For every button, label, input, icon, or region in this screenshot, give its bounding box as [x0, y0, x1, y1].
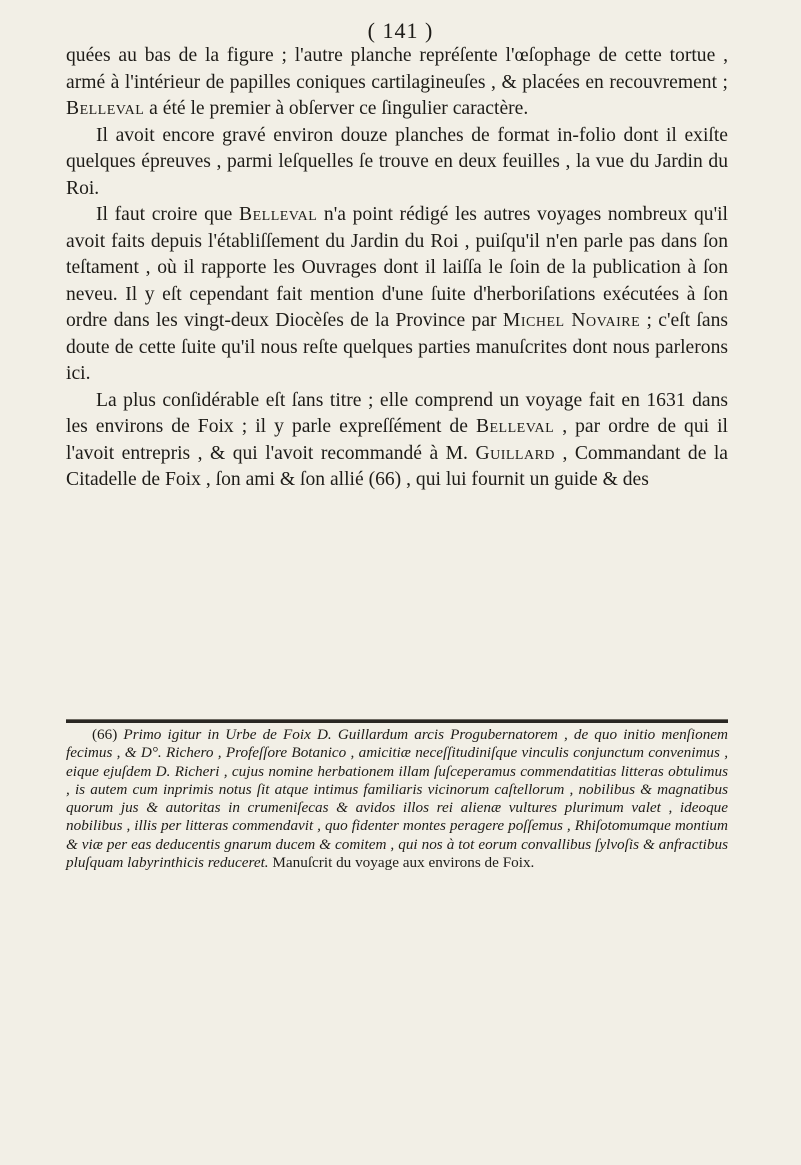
text-run: La plus conſidérable eſt ſans titre ; elle comprend un voyage fait en 1631 dans les environs de Foix ; il y parle expreſſément de — [66, 389, 728, 437]
footnote-marker: (66) — [92, 726, 118, 743]
person-name: Belleval — [475, 416, 555, 437]
text-run: quées au bas de la figure ; l'autre planche repréſente l'œſophage de cette tortue , armé à l'intérieur de papilles coniques cartilagineuſes , & placées en recouvrement ; — [66, 45, 728, 93]
person-name: Belleval — [66, 98, 145, 119]
text-run: Il faut croire que — [96, 204, 240, 225]
person-name: Belleval — [239, 204, 318, 225]
paragraph — [66, 43, 728, 123]
person-name: Michel Novaire — [502, 310, 641, 331]
footnote-french-note: Manuſcrit du voyage aux environs de Foix. — [268, 854, 535, 872]
text-run: n'a point rédigé les autres voyages nombreux qu'il avoit faits depuis l'établiſſement du Jardin du Roi , puiſqu'il n'en parle pas dans ſon teſtament , où il rapporte les Ouvrages dont il laiſſa le ſoin de la publication à ſon neveu. Il y eſt cependant fait mention d'une ſuite d'herboriſations exécutées à ſon ordre dans les vingt-deux Diocèſes de la Province par — [66, 204, 728, 331]
paragraph — [66, 388, 728, 494]
paragraph — [66, 202, 728, 388]
paragraph — [66, 123, 728, 203]
text-run: ; c'eſt ſans doute de cette ſuite qu'il nous reſte quelques parties manuſcrites dont nous parlerons ici. — [66, 310, 728, 384]
page-number: ( 141 ) — [367, 18, 434, 43]
text-run: a été le premier à obſerver ce ſingulier caractère. — [144, 98, 529, 119]
footnote-separator-rule — [66, 719, 728, 723]
text-run: , Commandant de la Citadelle de Foix , ſon ami & ſon allié (66) , qui lui fournit un guide & des — [66, 442, 729, 490]
footnote — [66, 726, 728, 872]
text-run: Il avoit encore gravé environ douze planches de format in-folio dont il exiſte quelques épreuves , parmi leſquelles ſe trouve en deux feuilles , la vue du Jardin du Roi. — [66, 124, 728, 199]
main-text — [66, 43, 728, 494]
footnote-latin-text: Primo igitur in Urbe de Foix D. Guillardum arcis Progubernatorem , de quo initio menſionem fecimus , & D°. Richero , Profeſſore Botanico , amicitiæ neceſſitudiniſque vinculis conjunctum convenimus , eique ejuſdem D. Richeri , cujus nomine herbationem illam ſuſceperamus commendatitias litteras obtulimus , is autem cum inprimis notus ſit atque intimus familiaris vicinorum caſtellorum , nobilibus & magnatibus quorum jus & autoritas in crumeniſecas & avidos illos rei alienæ vultures plurimum valet , ideoque nobilibus , illis per litteras commendavit , quo fidenter montes peragere poſſemus , Rhiſotomumque montium & viæ per eas deducentis gnarum ducem & comitem , qui nos à tot eorum convallibus ſylvoſis & anfractibus pluſquam labyrinthicis reduceret. — [66, 726, 728, 872]
person-name: Guillard — [475, 442, 556, 464]
text-run: , par ordre de qui il l'avoit entrepris , & qui l'avoit recommandé à M. — [66, 416, 728, 464]
